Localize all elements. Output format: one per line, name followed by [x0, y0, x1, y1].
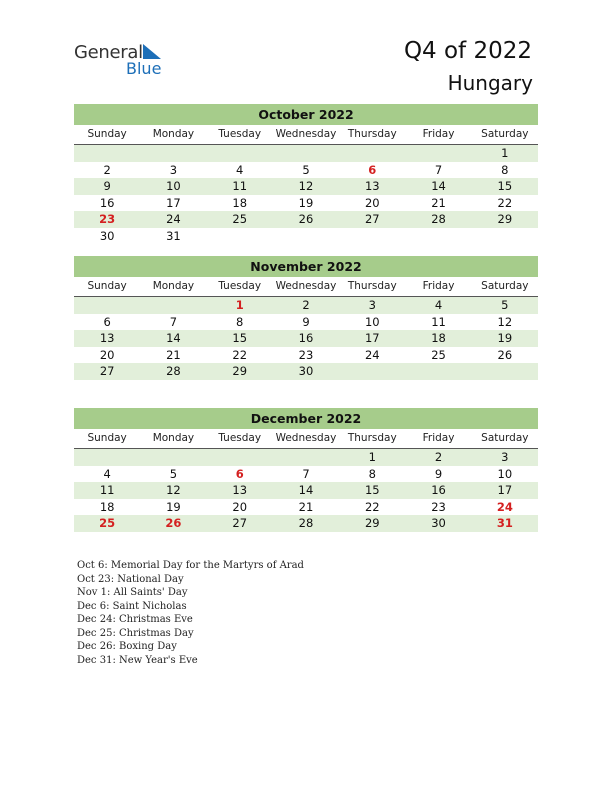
weekday-label: Thursday [347, 280, 397, 292]
week-row [74, 145, 538, 162]
day-cell: 31 [166, 228, 181, 243]
day-cell: 10 [364, 314, 380, 329]
day-cell: 21 [166, 347, 181, 362]
holiday-note: Nov 1: All Saints' Day [77, 587, 188, 598]
day-cell: 16 [431, 483, 446, 497]
day-cell: 22 [364, 499, 380, 514]
weekday-header-row [74, 429, 538, 449]
day-cell: 5 [169, 466, 178, 481]
weekday-label: Wednesday [275, 128, 337, 140]
day-cell: 23 [431, 499, 446, 514]
day-cell: 18 [99, 499, 115, 514]
day-cell: 12 [166, 483, 181, 497]
day-cell: 7 [169, 314, 178, 329]
month-october [74, 104, 538, 244]
day-cell: 30 [99, 228, 115, 243]
week-row [74, 363, 538, 380]
day-cell [472, 228, 538, 245]
day-cell [405, 145, 471, 162]
day-cell: 19 [497, 331, 513, 345]
day-cell [140, 297, 206, 314]
holiday-day-cell: 24 [496, 499, 513, 514]
month-november [74, 256, 538, 380]
day-cell: 27 [364, 212, 380, 226]
day-cell: 6 [103, 314, 111, 329]
weekday-label: Friday [422, 128, 455, 140]
weekday-label: Saturday [481, 432, 529, 444]
page-title: Q4 of 2022 [403, 38, 532, 64]
weekday-header-row [74, 125, 538, 145]
month-title: October 2022 [74, 104, 538, 125]
month-december [74, 408, 538, 532]
holiday-note: Dec 25: Christmas Day [77, 627, 194, 639]
holiday-notes [77, 559, 304, 667]
week-row [74, 330, 538, 347]
day-cell: 11 [99, 483, 115, 497]
day-cell: 11 [431, 314, 446, 329]
holiday-day-cell: 6 [235, 466, 244, 481]
week-row [74, 195, 538, 212]
day-cell: 26 [298, 212, 314, 226]
weekday-label: Monday [152, 432, 195, 444]
day-cell [405, 228, 471, 245]
weekday-label: Tuesday [218, 128, 262, 140]
day-cell: 23 [298, 347, 314, 362]
weekday-label: Thursday [347, 128, 397, 140]
day-cell: 4 [434, 298, 443, 312]
day-cell: 14 [431, 179, 446, 193]
day-cell: 16 [298, 331, 314, 345]
day-cell [207, 228, 273, 245]
holiday-note: Oct 23: National Day [77, 573, 184, 585]
country-name: Hungary [447, 71, 533, 95]
day-cell [339, 363, 405, 380]
day-cell: 29 [364, 516, 380, 530]
day-cell: 15 [364, 483, 380, 497]
day-cell [273, 228, 339, 245]
day-cell: 1 [368, 450, 376, 464]
holiday-day-cell: 26 [165, 516, 182, 530]
day-cell [74, 449, 140, 466]
holiday-note: Dec 6: Saint Nicholas [77, 600, 187, 612]
week-row [74, 162, 538, 179]
day-cell: 9 [103, 179, 111, 193]
week-row [74, 499, 538, 516]
day-cell [74, 297, 140, 314]
holiday-day-cell: 6 [368, 162, 377, 177]
logo-triangle-icon [143, 44, 161, 59]
day-cell: 10 [166, 179, 181, 193]
week-row [74, 297, 538, 314]
week-row [74, 466, 538, 483]
week-row [74, 178, 538, 195]
day-cell: 18 [232, 195, 248, 210]
day-cell: 13 [364, 179, 380, 193]
day-cell: 10 [497, 466, 513, 481]
day-cell: 2 [103, 162, 111, 177]
day-cell: 15 [232, 331, 248, 345]
day-cell: 30 [431, 516, 446, 530]
weekday-label: Wednesday [275, 280, 337, 292]
weekday-label: Saturday [481, 128, 529, 140]
weekday-label: Saturday [481, 280, 529, 292]
weekday-label: Sunday [87, 128, 127, 140]
day-cell: 1 [501, 146, 509, 160]
week-row [74, 515, 538, 532]
day-cell [339, 228, 405, 245]
day-cell: 4 [236, 162, 244, 177]
day-cell [74, 145, 140, 162]
day-cell: 9 [434, 466, 443, 481]
holiday-day-cell: 23 [99, 212, 116, 226]
day-cell: 13 [232, 483, 248, 497]
day-cell: 25 [431, 347, 446, 362]
weekday-label: Friday [422, 280, 455, 292]
day-cell: 21 [298, 499, 314, 514]
day-cell: 5 [302, 162, 310, 177]
day-cell [207, 449, 273, 466]
day-cell [140, 145, 206, 162]
day-cell: 7 [302, 466, 310, 481]
weeks [74, 449, 538, 532]
logo-general-text: General [74, 42, 143, 63]
day-cell: 20 [99, 347, 115, 362]
logo [74, 42, 184, 82]
week-row [74, 314, 538, 331]
holiday-note: Dec 24: Christmas Eve [77, 614, 193, 625]
day-cell [405, 363, 471, 380]
holiday-note: Dec 26: Boxing Day [77, 641, 177, 652]
logo-blue-text: Blue [126, 59, 162, 78]
day-cell [207, 145, 273, 162]
day-cell: 19 [166, 499, 181, 514]
weekday-label: Sunday [87, 280, 127, 292]
day-cell: 28 [431, 212, 446, 226]
day-cell: 25 [232, 212, 248, 226]
day-cell: 22 [497, 195, 513, 210]
day-cell: 27 [99, 364, 115, 378]
weekday-label: Thursday [347, 432, 397, 444]
day-cell: 27 [232, 516, 248, 530]
day-cell: 9 [302, 314, 310, 329]
weekday-label: Sunday [87, 432, 127, 444]
day-cell: 15 [497, 179, 513, 193]
day-cell: 18 [431, 331, 446, 345]
day-cell: 12 [298, 179, 314, 193]
day-cell: 20 [232, 499, 248, 514]
day-cell: 22 [232, 347, 248, 362]
week-row [74, 347, 538, 364]
day-cell: 17 [166, 195, 181, 210]
day-cell: 13 [99, 331, 115, 345]
day-cell: 3 [501, 450, 509, 464]
day-cell: 28 [298, 516, 314, 530]
day-cell: 21 [431, 195, 446, 210]
weekday-header-row [74, 277, 538, 297]
month-title: November 2022 [74, 256, 538, 277]
day-cell [140, 449, 206, 466]
day-cell: 29 [497, 212, 513, 226]
week-row [74, 482, 538, 499]
day-cell: 28 [166, 364, 181, 378]
weekday-label: Friday [422, 432, 455, 444]
weekday-label: Wednesday [275, 432, 337, 444]
day-cell: 19 [298, 195, 314, 210]
day-cell [472, 363, 538, 380]
day-cell: 4 [103, 466, 111, 481]
day-cell: 3 [169, 162, 178, 177]
week-row [74, 228, 538, 245]
day-cell: 16 [99, 195, 115, 210]
day-cell: 11 [232, 179, 248, 193]
day-cell: 12 [497, 314, 513, 329]
day-cell: 8 [501, 162, 509, 177]
day-cell: 24 [166, 212, 181, 226]
day-cell: 8 [236, 314, 244, 329]
month-title: December 2022 [74, 408, 538, 429]
weekday-label: Tuesday [218, 280, 262, 292]
day-cell: 8 [368, 466, 376, 481]
day-cell: 3 [368, 298, 376, 312]
day-cell: 14 [166, 331, 181, 345]
day-cell: 29 [232, 364, 248, 378]
day-cell: 14 [298, 483, 314, 497]
day-cell: 5 [501, 298, 509, 312]
weekday-label: Monday [152, 128, 195, 140]
day-cell: 20 [364, 195, 380, 210]
holiday-day-cell: 25 [99, 516, 116, 530]
week-row [74, 211, 538, 228]
day-cell: 7 [434, 162, 443, 177]
day-cell: 2 [302, 298, 310, 312]
day-cell: 2 [434, 450, 443, 464]
day-cell [273, 449, 339, 466]
day-cell [273, 145, 339, 162]
holiday-day-cell: 31 [496, 516, 513, 530]
day-cell: 30 [298, 364, 314, 378]
holiday-note: Oct 6: Memorial Day for the Martyrs of Arad [77, 560, 304, 571]
weekday-label: Monday [152, 280, 195, 292]
weeks [74, 145, 538, 244]
day-cell: 17 [364, 331, 380, 345]
week-row [74, 449, 538, 466]
day-cell: 24 [364, 347, 380, 362]
day-cell: 17 [497, 483, 513, 497]
day-cell [339, 145, 405, 162]
day-cell: 26 [497, 347, 513, 362]
weekday-label: Tuesday [218, 432, 262, 444]
holiday-day-cell: 1 [235, 298, 244, 312]
weeks [74, 297, 538, 380]
holiday-note: Dec 31: New Year's Eve [77, 654, 198, 666]
